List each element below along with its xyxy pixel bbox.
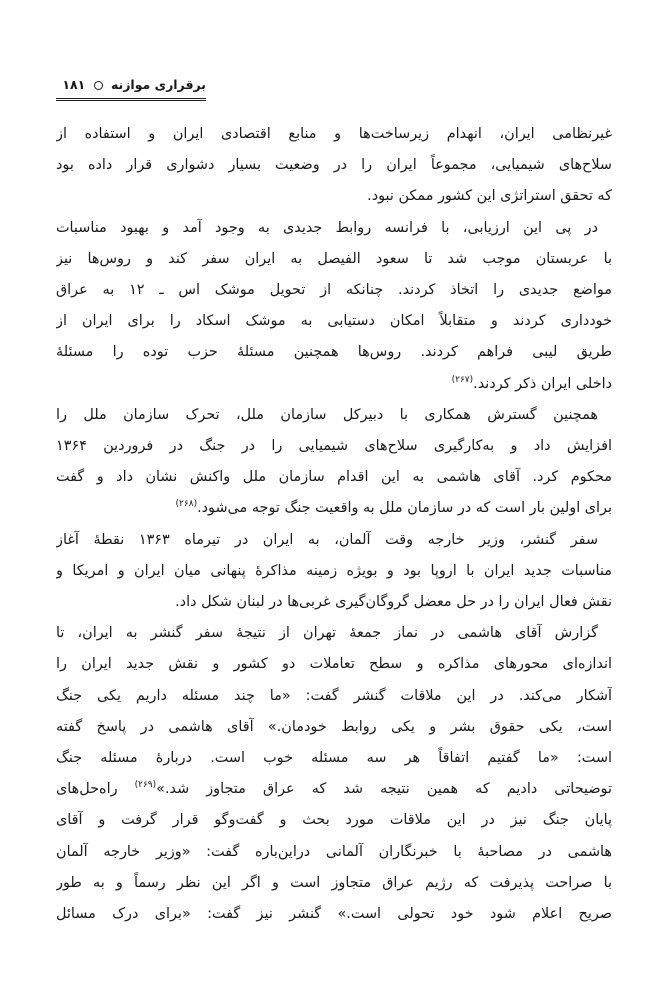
text-line: نقش فعال ایران را در حل معضل گروگان‌گیری غربی‌ها در لبنان شکل داد. — [175, 594, 612, 611]
paragraph-4 — [56, 525, 612, 619]
text-line — [56, 369, 612, 400]
text-line: صریح اعلام شود خود تحولی است.» گنشر نیز گفت: «برای درک مسائل — [56, 906, 612, 923]
text-line: افزایش داد و به‌کارگیری سلاح‌های شیمیایی را در جنگ در فروردین ۱۳۶۴ — [56, 438, 612, 455]
text-line: محکوم کرد. آقای هاشمی به این اقدام سازمان ملل واکنش نشان داد و گفت — [56, 469, 612, 486]
text-line: در پی این ارزیابی، با فرانسه روابط جدیدی به وجود آمد و بهبود مناسبات — [56, 219, 598, 236]
footnote-ref-269: (۲۶۹) — [134, 780, 157, 791]
text-line — [56, 774, 612, 805]
footnote-ref-268: (۲۶۸) — [175, 499, 198, 510]
line-text: راه‌حل‌های — [56, 781, 135, 798]
circle-separator-icon — [94, 81, 103, 90]
header-double-rule — [56, 98, 206, 101]
text-line: آشکار می‌کند. در این ملاقات گنشر گفت: «ما چند مسئله داریم یکی جنگ — [56, 687, 612, 704]
text-line: پایان جنگ نیز در این ملاقات مورد بحث و گفت‌وگو قرار گرفت و آقای — [56, 812, 612, 829]
text-line: مواضع جدیدی را اتخاذ کردند. چنانکه از تحویل موشک اس ـ ۱۲ به عراق — [56, 282, 612, 299]
body-text — [56, 119, 612, 930]
text-line: طریق لیبی فراهم کردند. روس‌ها همچنین مسئلهٔ حزب توده را مسئلهٔ — [56, 344, 612, 361]
text-line: غیرنظامی ایران، انهدام زیرساخت‌ها و منابع اقتصادی ایران و استفاده از — [56, 126, 612, 142]
text-line — [56, 493, 612, 524]
text-line: همچنین گسترش همکاری با دبیرکل سازمان ملل، تحرک سازمان ملل را — [56, 406, 598, 423]
line-text: داخلی ایران ذکر کردند. — [473, 375, 612, 392]
paragraph-5 — [56, 618, 612, 930]
text-line: اندازه‌ای محورهای مذاکره و سطح تعاملات دو کشور و نقش جدید ایران را — [56, 656, 612, 673]
text-line: است، یکی حقوق بشر و یکی روابط خودمان.» آقای هاشمی در پاسخ گفته — [56, 718, 612, 735]
paragraph-3 — [56, 400, 612, 525]
paragraph-2 — [56, 213, 612, 400]
text-line: هاشمی در مصاحبهٔ با خبرنگاران آلمانی دراین‌باره گفت: «وزیر خارجه آلمان — [56, 843, 612, 860]
text-line: که تحقق استراتژی این کشور ممکن نبود. — [367, 188, 612, 205]
text-line: سفر گنشر، وزیر خارجه وقت آلمان، به ایران در تیرماه ۱۳۶۳ نقطهٔ آغاز — [56, 531, 598, 548]
text-line: است: «ما گفتیم اتفاقاً هر سه مسئله خوب است. دربارهٔ مسئله جنگ — [56, 750, 612, 767]
text-line: با عربستان موجب شد تا سعود الفیصل به ایران سفر کند و روس‌ها نیز — [56, 250, 612, 267]
text-line: سلاح‌های شیمیایی، مجموعاً ایران را در وضعیت بسیار دشواری قرار داده بود — [56, 157, 612, 174]
page-number: ۱۸۱ — [62, 77, 86, 92]
running-header — [56, 76, 206, 94]
text-line: با صراحت پذیرفت که رژیم عراق متجاوز است و اگر این نظر رسماً و به طور — [56, 874, 612, 891]
footnote-ref-267: (۲۶۷) — [451, 374, 474, 385]
paragraph-1 — [56, 119, 612, 213]
line-text: توضیحاتی دادیم که همین نتیجه شد که عراق متجاوز شد.» — [156, 781, 612, 798]
text-line: گزارش آقای هاشمی در نماز جمعهٔ تهران از نتیجهٔ سفر گنشر به ایران، تا — [56, 625, 598, 642]
text-line: خودداری کردند و متقابلاً امکان دستیابی به موشک اسکاد را برای ایران از — [56, 313, 612, 330]
line-text: برای اولین بار است که در سازمان ملل به واقعیت جنگ توجه می‌شود. — [197, 500, 612, 517]
text-line: مناسبات جدید ایران با اروپا بود و بویژه زمینه مذاکرهٔ پنهانی میان ایران و امریکا و — [56, 562, 612, 579]
section-title: برقراری موازنه — [110, 77, 206, 92]
